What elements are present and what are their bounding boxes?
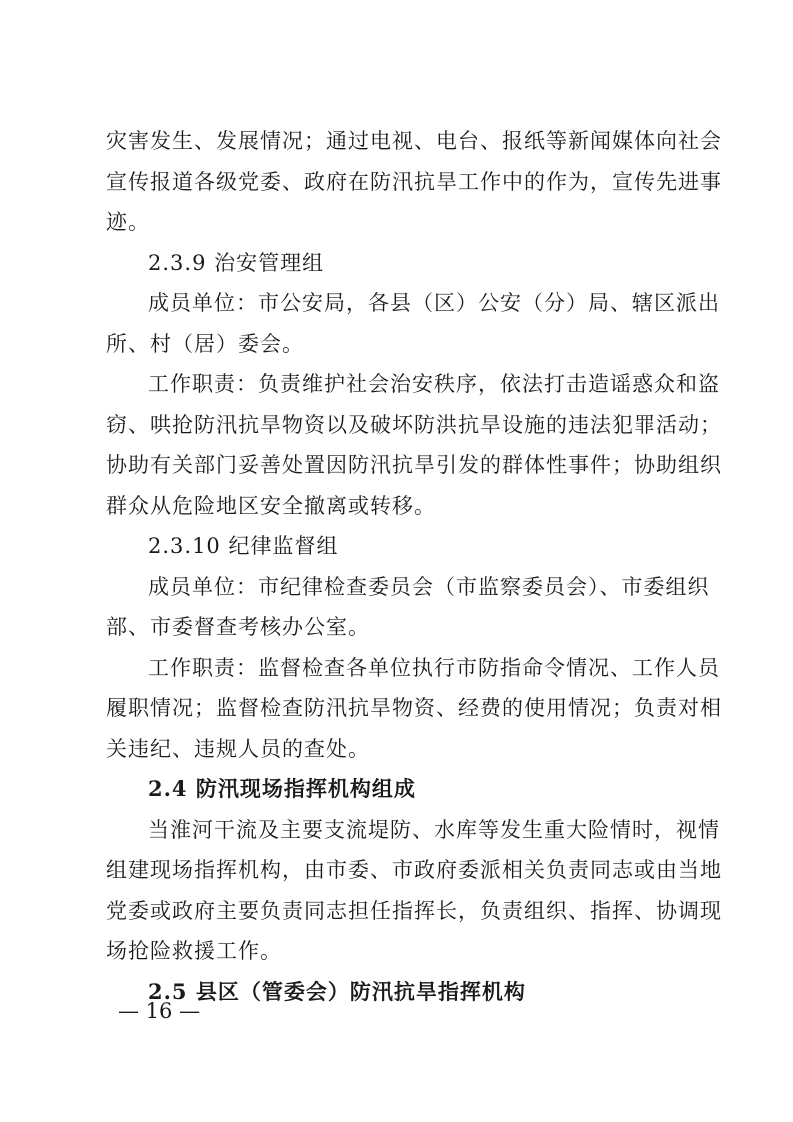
section-heading-2-3-9: 2.3.9 治安管理组 [148,250,325,275]
body-paragraph-line: 党委或政府主要负责同志担任指挥长，负责组织、指挥、协调现 [106,898,722,923]
body-paragraph-line: 部、市委督查考核办公室。 [106,615,370,639]
body-paragraph-line: 协助有关部门妥善处置因防汛抗旱引发的群体性事件；协助组织 [106,453,722,477]
body-paragraph-line: 群众从危险地区安全撤离或转移。 [106,493,436,518]
body-paragraph-line: 组建现场指挥机构，由市委、市政府委派相关负责同志或由当地 [106,858,722,882]
body-paragraph-line: 成员单位：市纪律检查委员会（市监察委员会）、市委组织 [148,574,710,599]
body-paragraph-line: 宣传报道各级党委、政府在防汛抗旱工作中的作为，宣传先进事 [106,169,722,194]
body-paragraph-line: 场抢险救援工作。 [106,939,282,963]
body-paragraph-line: 工作职责：监督检查各单位执行市防指命令情况、工作人员 [148,655,720,680]
body-paragraph-line: 履职情况；监督检查防汛抗旱物资、经费的使用情况；负责对相 [106,696,722,720]
page-number: — 16 — [118,999,201,1023]
body-paragraph-line: 关违纪、违规人员的查处。 [106,736,370,761]
body-paragraph-line: 成员单位：市公安局，各县（区）公安（分）局、辖区派出 [148,291,720,315]
body-paragraph-line: 窃、哄抢防汛抗旱物资以及破坏防洪抗旱设施的违法犯罪活动； [106,412,722,437]
section-heading-2-4: 2.4 防汛现场指挥机构组成 [148,776,416,801]
body-paragraph-line: 所、村（居）委会。 [106,331,304,356]
body-paragraph-line: 灾害发生、发展情况；通过电视、电台、报纸等新闻媒体向社会 [106,129,722,153]
body-paragraph-line: 迹。 [106,210,150,234]
section-heading-2-3-10: 2.3.10 纪律监督组 [148,534,339,558]
section-heading-2-5: 2.5 县区（管委会）防汛抗旱指挥机构 [148,978,526,1004]
document-body [106,121,722,1012]
body-paragraph-line: 工作职责：负责维护社会治安秩序，依法打击造谣惑众和盗 [148,372,720,396]
body-paragraph-line: 当淮河干流及主要支流堤防、水库等发生重大险情时，视情 [148,817,720,842]
